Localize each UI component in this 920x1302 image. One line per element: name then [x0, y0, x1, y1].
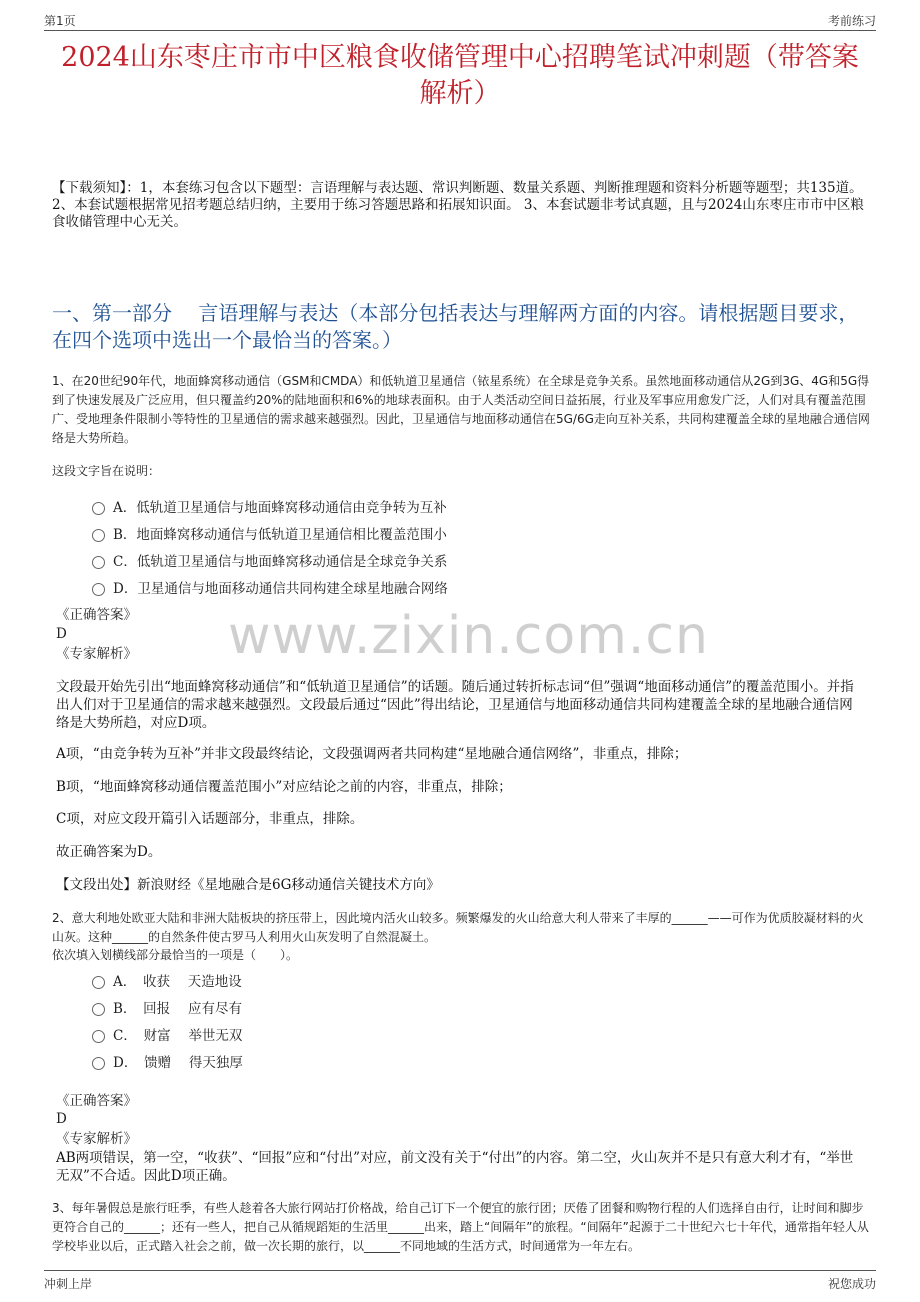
analysis-paragraph: C项，对应文段开篇引入话题部分，非重点，排除。: [56, 811, 364, 827]
answer-value: D: [56, 1111, 67, 1127]
question-1-option-b[interactable]: [92, 523, 447, 543]
watermark: www.zixin.com.cn: [228, 606, 709, 666]
question-2-option-a[interactable]: [92, 970, 242, 990]
answer-value: D: [56, 626, 67, 642]
option-label: B．地面蜂窝移动通信与低轨道卫星通信相比覆盖范围小: [113, 527, 447, 543]
question-2-option-d[interactable]: [92, 1051, 243, 1071]
page-number: 第1页: [44, 14, 76, 28]
download-notice: 【下载须知】：1，本套练习包含以下题型：言语理解与表达题、常识判断题、数量关系题、判断推理题和资料分析题等题型；共135道。 2、本套试题根据常见招考题总结归纳，主要用于练习答题思路和拓展知识面。 3、本套试题非考试真题，且与2024山东枣庄市市中区粮食收储管理中心无关。: [52, 180, 864, 230]
page-header: [44, 0, 876, 31]
radio-icon[interactable]: [92, 556, 105, 569]
radio-icon[interactable]: [92, 1057, 105, 1070]
radio-icon[interactable]: [92, 502, 105, 515]
question-2-option-b[interactable]: [92, 997, 242, 1017]
question-1-option-a[interactable]: [92, 496, 447, 516]
source-note: 【文段出处】新浪财经《星地融合是6G移动通信关键技术方向》: [56, 877, 440, 893]
radio-icon[interactable]: [92, 583, 105, 596]
analysis-paragraph: 故正确答案为D。: [56, 844, 162, 860]
answer-label: 《正确答案》: [56, 1093, 137, 1109]
question-1-option-d[interactable]: [92, 577, 448, 597]
question-2-prompt: 依次填入划横线部分最恰当的一项是（ ）。: [52, 948, 299, 962]
radio-icon[interactable]: [92, 1003, 105, 1016]
analysis-paragraph: A项，“由竞争转为互补”并非文段最终结论，文段强调两者共同构建“星地融合通信网络”，非重点，排除；: [56, 746, 688, 762]
question-1-prompt: 这段文字旨在说明：: [52, 464, 161, 478]
radio-icon[interactable]: [92, 976, 105, 989]
option-label: A． 收获 天造地设: [113, 974, 242, 990]
option-label: C．低轨道卫星通信与地面蜂窝移动通信是全球竞争关系: [113, 554, 448, 570]
answer-label: 《正确答案》: [56, 607, 137, 623]
section-heading: 一、第一部分 言语理解与表达（本部分包括表达与理解两方面的内容。请根据题目要求，在四个选项中选出一个最恰当的答案。）: [52, 301, 859, 352]
question-2-stem: 2、意大利地处欧亚大陆和非洲大陆板块的挤压带上，因此境内活火山较多。频繁爆发的火山给意大利人带来了丰厚的______——可作为优质胶凝材料的火山灰。这种______的自然条件使古罗马人利用火山灰发明了自然混凝土。: [52, 911, 864, 944]
footer-left-label: 冲刺上岸: [44, 1277, 93, 1291]
option-label: B． 回报 应有尽有: [113, 1001, 242, 1017]
question-3-stem: 3、每年暑假总是旅行旺季，有些人趁着各大旅行网站打价格战，给自己订下一个便宜的旅行团；厌倦了团餐和购物行程的人们选择自由行，让时间和脚步更符合自己的______；还有一些人，把自己从循规蹈矩的生活里______出来，踏上“间隔年”的旅程。“间隔年”起源于二十世纪六七十年代，通常指年轻人从学校毕业以后，正式踏入社会之前，做一次长期的旅行，以______不同地域的生活方式，时间通常为一年左右。: [52, 1201, 869, 1253]
option-label: A．低轨道卫星通信与地面蜂窝移动通信由竞争转为互补: [113, 500, 447, 516]
analysis-label: 《专家解析》: [56, 1131, 137, 1147]
analysis-paragraph: 文段最开始先引出“地面蜂窝移动通信”和“低轨道卫星通信”的话题。随后通过转折标志词“但”强调“地面移动通信”的覆盖范围小。并指出人们对于卫星通信的需求越来越强烈。文段最后通过“因此”得出结论，卫星通信与地面移动通信共同构建覆盖全球的星地融合通信网络是大势所趋，对应D项。: [56, 679, 854, 731]
question-1-stem: 1、在20世纪90年代，地面蜂窝移动通信（GSM和CMDA）和低轨道卫星通信（铱星系统）在全球是竞争关系。虽然地面移动通信从2G到3G、4G和5G得到了快速发展及广泛应用，但只覆盖约20%的陆地面积和6%的地球表面积。由于人类活动空间日益拓展，行业及军事应用愈发广泛，人们对具有覆盖范围广、受地理条件限制小等特性的卫星通信的需求越来越强烈。因此，卫星通信与地面移动通信在5G/6G走向互补关系，共同构建覆盖全球的星地融合通信网络是大势所趋。: [52, 374, 870, 445]
option-label: D．卫星通信与地面移动通信共同构建全球星地融合网络: [113, 581, 448, 597]
option-label: C． 财富 举世无双: [113, 1028, 243, 1044]
analysis-label: 《专家解析》: [56, 646, 137, 662]
page-footer: [44, 1270, 876, 1299]
document-title: 2024山东枣庄市市中区粮食收储管理中心招聘笔试冲刺题（带答案解析）: [61, 42, 859, 109]
option-label: D． 馈赠 得天独厚: [113, 1055, 243, 1071]
footer-right-label: 祝您成功: [827, 1277, 876, 1291]
question-1-option-c[interactable]: [92, 550, 447, 570]
radio-icon[interactable]: [92, 1030, 105, 1043]
analysis-paragraph: AB两项错误，第一空，“收获”、“回报”应和“付出”对应，前文没有关于“付出”的内容。第二空，火山灰并不是只有意大利才有，“举世无双”不合适。因此D项正确。: [56, 1150, 854, 1184]
radio-icon[interactable]: [92, 529, 105, 542]
header-label: 考前练习: [827, 14, 876, 28]
analysis-paragraph: B项，“地面蜂窝移动通信覆盖范围小”对应结论之前的内容，非重点，排除；: [56, 779, 512, 795]
question-2-option-c[interactable]: [92, 1024, 242, 1044]
